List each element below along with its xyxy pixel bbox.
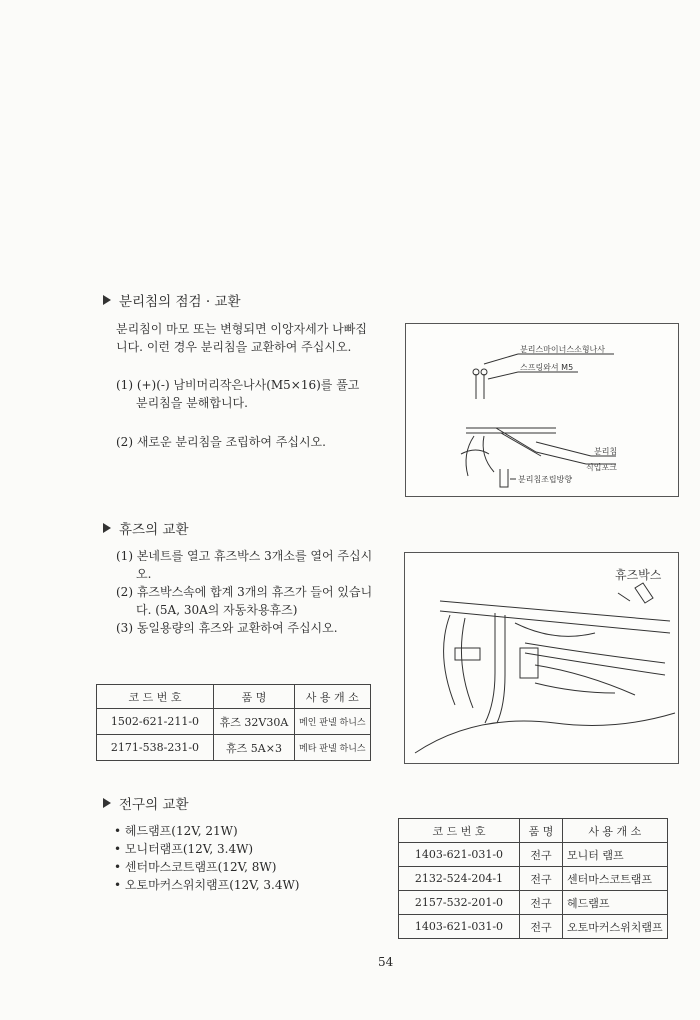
section-intro: 분리침이 마모 또는 변형되면 이앙자세가 나빠집 니다. 이런 경우 분리침을 교환하여 주십시오. (116, 322, 367, 354)
page-number: 54 (378, 955, 394, 969)
section-title: 분리침의 점검 · 교환 (119, 294, 241, 310)
triangle-bullet-icon (103, 798, 111, 808)
list-item: • 센터마스코트램프(12V, 8W) (114, 860, 277, 874)
table-row: 2157-532-201-0 전구 헤드램프 (399, 891, 668, 915)
section-heading-bulb (103, 793, 189, 813)
list-item: • 오토마커스위치램프(12V, 3.4W) (114, 878, 300, 892)
separator-figure (405, 323, 679, 497)
table-header: 사 용 개 소 (563, 819, 668, 843)
separator-drawing (406, 324, 678, 496)
table-header: 코 드 번 호 (97, 685, 214, 709)
figure-label-fusebox: 휴즈박스 (615, 568, 662, 582)
table-header: 사 용 개 소 (295, 685, 371, 709)
figure-label-screw: 분리스마이너스소형나사 (520, 345, 606, 354)
table-row: 2132-524-204-1 전구 센터마스코트램프 (399, 867, 668, 891)
figure-label-separator: 분리침 (594, 447, 618, 456)
section-title: 휴즈의 교환 (119, 522, 189, 538)
bulb-list (114, 822, 299, 894)
table-header: 코 드 번 호 (399, 819, 520, 843)
section-heading-fuse (103, 518, 189, 538)
fuse-table (96, 684, 371, 761)
table-row: 1502-621-211-0 휴즈 32V30A 메인 판넬 하니스 (97, 709, 371, 735)
triangle-bullet-icon (103, 295, 111, 305)
table-header: 품 명 (214, 685, 295, 709)
bulb-table (398, 818, 668, 939)
list-item: • 헤드램프(12V, 21W) (114, 824, 238, 838)
triangle-bullet-icon (103, 523, 111, 533)
section-title: 전구의 교환 (119, 797, 189, 813)
figure-label-direction: 분리침조립방향 (518, 475, 573, 484)
section-heading-separator (103, 290, 241, 310)
table-row: 1403-621-031-0 전구 모니터 램프 (399, 843, 668, 867)
table-row: 2171-538-231-0 휴즈 5A×3 메타 판넬 하니스 (97, 735, 371, 761)
figure-label-fork: 식입포크 (586, 463, 617, 472)
step-1: (1) (+)(-) 남비머리작은나사(M5×16)를 풀고 분리침을 분해합니다. (116, 378, 360, 410)
fuse-box-drawing (405, 553, 678, 763)
figure-label-washer: 스프링와셔 M5 (520, 363, 574, 372)
list-item: • 모니터램프(12V, 3.4W) (114, 842, 254, 856)
step-2: (2) 새로운 분리침을 조립하여 주십시오. (116, 435, 326, 449)
fuse-steps: (1) 본네트를 열고 휴즈박스 3개소를 열어 주십시 오. (2) 휴즈박스속에 합계 3개의 휴즈가 들어 있습니 다. (5A, 30A의 자동차용휴즈) (3) 동일용량의 휴즈와 교환하여 주십시오. (116, 549, 373, 635)
table-header: 품 명 (520, 819, 563, 843)
fuse-box-figure (404, 552, 679, 764)
table-row: 1403-621-031-0 전구 오토마커스위치램프 (399, 915, 668, 939)
